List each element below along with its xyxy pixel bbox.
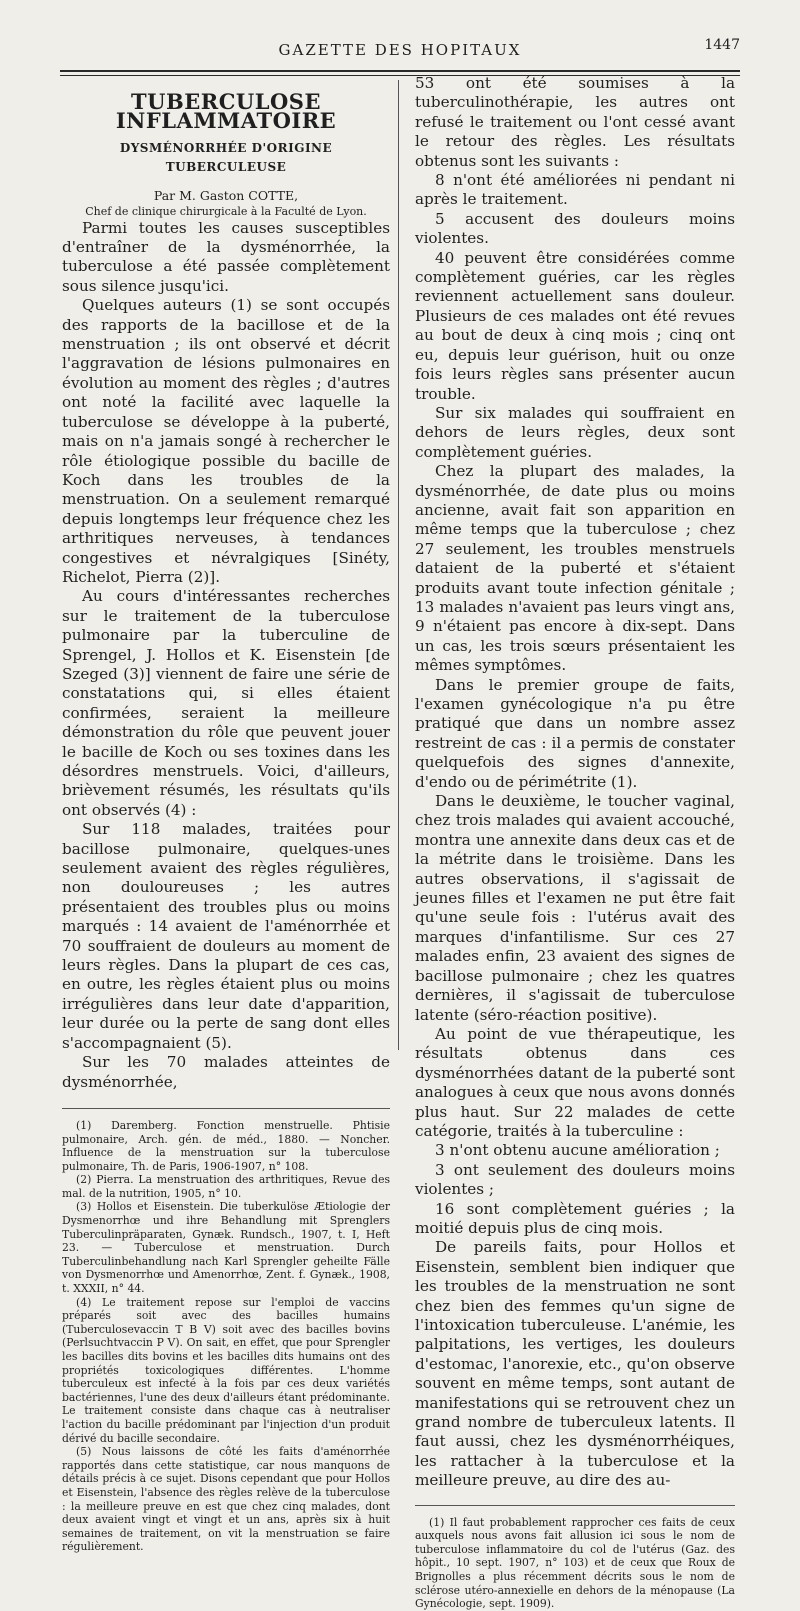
paragraph: 16 sont complètement guéries ; la moitié depuis plus de cinq mois.	[415, 1199, 735, 1237]
footnote: (5) Nous laissons de côté les faits d'aménorrhée rapportés dans cette statistique, car nous manquons de détails précis à ce sujet. Disons cependant que pour Hollos et Eisenstein, l'absence des règles relève de la tuberculose : la meilleure preuve en est que chez cinq malades, dont deux avaient vingt et vingt et un ans, après six à huit semaines de traitement, on vit la menstruation se faire régulièrement.	[62, 1445, 390, 1554]
footnote-rule	[415, 1505, 735, 1506]
paragraph: 40 peuvent être considérées comme complètement guéries, car les règles reviennent actuellement sans douleur. Plusieurs de ces malades ont été revues au bout de deux à cinq mois ; cinq ont eu, depuis leur guérison, huit ou onze fois leurs règles sans présenter aucun trouble.	[415, 248, 735, 403]
footnote: (3) Hollos et Eisenstein. Die tuberkulöse Ætiologie der Dysmenorrhœ und ihre Behandlung mit Sprenglers Tuberculinpräparaten, Gynæk. Rundsch., 1907, t. I, Heft 23. — Tuberculose et menstruation. Durch Tuberculinbehandlung nach Karl Sprengler geheilte Fälle von Dysmenorrhœ und Amenorrhœ, Zent. f. Gynæk., 1908, t. XXXII, n° 44.	[62, 1200, 390, 1296]
author-byline: Par M. Gaston COTTE,	[153, 187, 299, 203]
journal-title: GAZETTE DES HOPITAUX	[278, 41, 522, 59]
paragraph: Quelques auteurs (1) se sont occupés des rapports de la bacillose et de la menstruation ; ils ont observé et décrit l'aggravation de lésions pulmonaires en évolution au moment des règles ; d'autres ont noté la facilité avec laquelle la tuberculose se développe à la puberté, mais on n'a jamais songé à rechercher le rôle étiologique possible du bacille de Koch dans les troubles de la menstruation. On a seulement remarqué depuis longtemps leur fréquence chez les arthritiques nerveuses, à tendances congestives et névralgiques [Sinéty, Richelot, Pierra (2)].	[62, 296, 390, 586]
paragraph: Dans le deuxième, le toucher vaginal, chez trois malades qui avaient accouché, montra une annexite dans deux cas et de la métrite dans le troisième. Dans les autres observations, il s'agissait de jeunes filles et l'examen ne put être fait qu'une seule fois : l'utérus avait des marques d'infantilisme. Sur ces 27 malades enfin, 23 avaient des signes de bacillose pulmonaire ; chez les quatres dernières, il s'agissait de tuberculose latente (séro-réaction positive).	[415, 792, 735, 1024]
paragraph: 5 accusent des douleurs moins violentes.	[415, 209, 735, 248]
paragraph: Chez la plupart des malades, la dysménorrhée, de date plus ou moins ancienne, avait fait son apparition en même temps que la tuberculose ; chez 27 seulement, les troubles menstruels dataient de la puberté et s'étaient produits avant toute infection génitale ; 13 malades n'avaient pas leurs vingt ans, 9 n'étaient pas encore à dix-sept. Dans un cas, les trois sœurs présentaient les mêmes symptômes.	[415, 462, 735, 675]
footnote: (4) Le traitement repose sur l'emploi de vaccins préparés soit avec des bacilles humains (Tuberculosevaccin T B V) soit avec des bacilles bovins (Perlsuchtvaccin P V). On sait, en effet, que pour Sprengler les bacilles dits bovins et les bacilles dits humains ont des propriétés toxicologiques différentes. L'homme tuberculeux est infecté à la fois par ces deux variétés bactériennes, l'une des deux d'ailleurs étant prédominante. Le traitement consiste dans chaque cas à neutraliser l'action du bacille prédominant par l'injection d'un produit dérivé du bacille secondaire.	[62, 1295, 390, 1445]
footnote-rule	[62, 1108, 390, 1109]
footnote: (1) Daremberg. Fonction menstruelle. Phtisie pulmonaire, Arch. gén. de méd., 1880. — Noncher. Influence de la menstruation sur la tuberculose pulmonaire, Th. de Paris, 1906-1907, n° 108.	[62, 1118, 390, 1173]
paragraph: De pareils faits, pour Hollos et Eisenstein, semblent bien indiquer que les troubles de la menstruation ne sont chez bien des femmes qu'un signe de l'intoxication tuberculeuse. L'anémie, les palpitations, les vertiges, les douleurs d'estomac, l'anorexie, etc., qu'on observe souvent en même temps, sont autant de manifestations qui se retrouvent chez un grand nombre de tuberculeux latents. Il faut aussi, chez les dysménorrhéiques, les rattacher à la tuberculose et la meilleure preuve, au dire des au-	[415, 1238, 735, 1490]
article-subtitle: DYSMÉNORRHÉE D'ORIGINE TUBERCULEUSE	[119, 140, 333, 175]
paragraph: 3 ont seulement des douleurs moins violentes ;	[415, 1160, 735, 1199]
paragraph: 8 n'ont été améliorées ni pendant ni après le traitement.	[415, 171, 735, 209]
paragraph: Au cours d'intéressantes recherches sur le traitement de la tuberculose pulmonaire par la tuberculine de Sprengel, J. Hollos et K. Eisenstein [de Szeged (3)] viennent de faire une série de constatations qui, si elles étaient confirmées, seraient la meilleure démonstration du rôle que peuvent jouer le bacille de Koch ou ses toxines dans les désordres menstruels. Voici, d'ailleurs, brièvement résumés, les résultats qu'ils ont observés (4) :	[62, 587, 390, 819]
right-column	[415, 74, 735, 1611]
column-divider	[398, 80, 399, 1050]
header-rule-thick	[60, 70, 740, 72]
author-affiliation: Chef de clinique chirurgicale à la Faculté de Lyon.	[85, 204, 367, 218]
paragraph: Parmi toutes les causes susceptibles d'entraîner de la dysménorrhée, la tuberculose a été passée complètement sous silence jusqu'ici.	[62, 218, 390, 295]
paragraph: Sur six malades qui souffraient en dehors de leurs règles, deux sont complètement guéries.	[415, 403, 735, 461]
left-column	[62, 89, 390, 1554]
paragraph: Au point de vue thérapeutique, les résultats obtenus dans ces dysménorrhées datant de la puberté sont analogues à ceux que nous avons donnés plus haut. Sur 22 malades de cette catégorie, traités à la tuberculine :	[415, 1024, 735, 1140]
paragraph: 3 n'ont obtenu aucune amélioration ;	[435, 1141, 720, 1160]
paragraph: Dans le premier groupe de faits, l'examen gynécologique n'a pu être pratiqué que dans un nombre assez restreint de cas : il a permis de constater quelquefois des signes d'annexite, d'endo ou de périmétrite (1).	[415, 675, 735, 791]
article-title: TUBERCULOSE INFLAMMATOIRE	[115, 89, 337, 134]
page-number: 1447	[704, 37, 740, 53]
footnote: (2) Pierra. La menstruation des arthritiques, Revue des mal. de la nutrition, 1905, n° 10.	[62, 1173, 390, 1200]
paragraph: Sur 118 malades, traitées pour bacillose pulmonaire, quelques-unes seulement avaient des règles régulières, non douloureuses ; les autres présentaient des troubles plus ou moins marqués : 14 avaient de l'aménorrhée et 70 souffraient de douleurs au moment de leurs règles. Dans la plupart de ces cas, en outre, les règles étaient plus ou moins irrégulières dans leur date d'apparition, leur durée ou la perte de sang dont elles s'accompagnaient (5).	[62, 820, 390, 1052]
running-header	[60, 37, 740, 65]
paragraph: 53 ont été soumises à la tuberculinothérapie, les autres ont refusé le traitement ou l'ont cessé avant le retour des règles. Les résultats obtenus sont les suivants :	[415, 74, 735, 170]
paragraph: Sur les 70 malades atteintes de dysménorrhée,	[62, 1053, 390, 1091]
footnote: (1) Il faut probablement rapprocher ces faits de ceux auxquels nous avons fait allusion ici sous le nom de tuberculose inflammatoire du col de l'utérus (Gaz. des hôpit., 10 sept. 1907, n° 103) et de ceux que Roux de Brignolles a plus récemment décrits sous le nom de sclérose utéro-annexielle en dehors de la ménopause (La Gynécologie, sept. 1909).	[415, 1515, 735, 1611]
